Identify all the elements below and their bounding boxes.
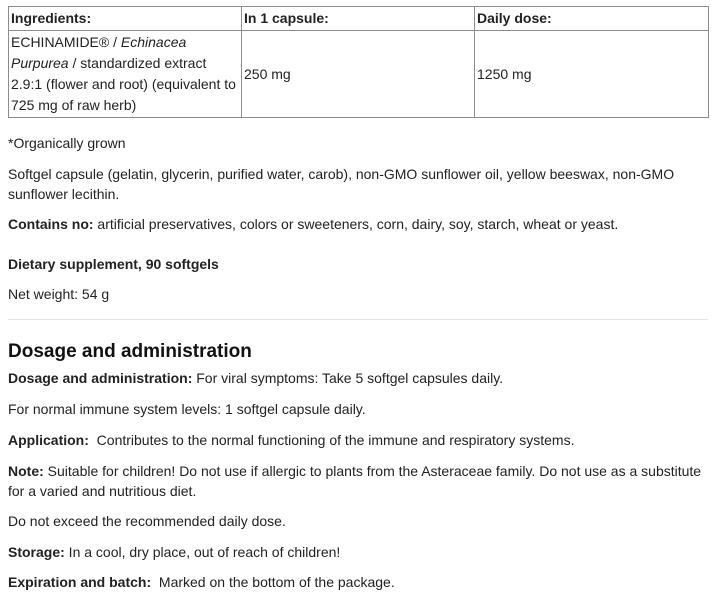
dosage-instructions (8, 368, 503, 388)
ingredient-latin-name: Echinacea Purpurea (11, 34, 187, 71)
ingredient-brand: ECHINAMIDE® (11, 34, 110, 50)
section-divider (8, 319, 708, 320)
table-header-row (9, 7, 709, 31)
ingredient-extract: / standardized extract 2.9:1 (flower and root) (equivalent to 725 mg of raw herb) (11, 55, 236, 113)
application (8, 430, 574, 450)
note-text: Suitable for children! Do not use if allergic to plants from the Asteraceae family. Do not use as a substitute for a varied and nutritious diet. (8, 463, 702, 499)
ingredient-cell (9, 31, 242, 118)
product-info (8, 6, 708, 590)
ingredient-separator: / (109, 34, 121, 50)
application-label: Application: (8, 432, 89, 448)
expiry-label: Expiration and batch: (8, 574, 152, 590)
normal-levels: For normal immune system levels: 1 softgel capsule daily. (8, 401, 366, 417)
daily-dose-value: 1250 mg (475, 31, 709, 118)
table-row (9, 31, 709, 118)
dosage-label: Dosage and administration: (8, 370, 193, 386)
expiration-batch (8, 572, 395, 592)
application-text: Contributes to the normal functioning of the immune and respiratory systems. (88, 432, 575, 448)
contains-no-text: artificial preservatives, colors or sweeteners, corn, dairy, soy, starch, wheat or yeast. (93, 216, 619, 232)
dosage-heading: Dosage and administration (8, 341, 252, 362)
ingredients-table (8, 6, 709, 118)
contains-no-label: Contains no: (8, 216, 94, 232)
dosage-text: For viral symptoms: Take 5 softgel capsules daily. (192, 370, 504, 386)
storage (8, 542, 340, 562)
per-capsule-value: 250 mg (242, 31, 475, 118)
header-per-capsule: In 1 capsule: (242, 7, 475, 31)
storage-text: In a cool, dry place, out of reach of children! (64, 544, 341, 560)
organic-note: *Organically grown (8, 135, 126, 151)
header-ingredients: Ingredients: (9, 7, 242, 31)
note (8, 461, 708, 501)
expiry-text: Marked on the bottom of the package. (151, 574, 395, 590)
net-weight: Net weight: 54 g (8, 286, 110, 302)
contains-no (8, 214, 618, 234)
header-daily-dose: Daily dose: (475, 7, 709, 31)
softgel-ingredients: Softgel capsule (gelatin, glycerin, purified water, carob), non-GMO sunflower oil, yellow beeswax, non-GMO sunflower lecithin. (8, 166, 675, 202)
dose-warning: Do not exceed the recommended daily dose. (8, 513, 286, 529)
note-label: Note: (8, 463, 44, 479)
storage-label: Storage: (8, 544, 65, 560)
dietary-supplement: Dietary supplement, 90 softgels (8, 256, 219, 272)
